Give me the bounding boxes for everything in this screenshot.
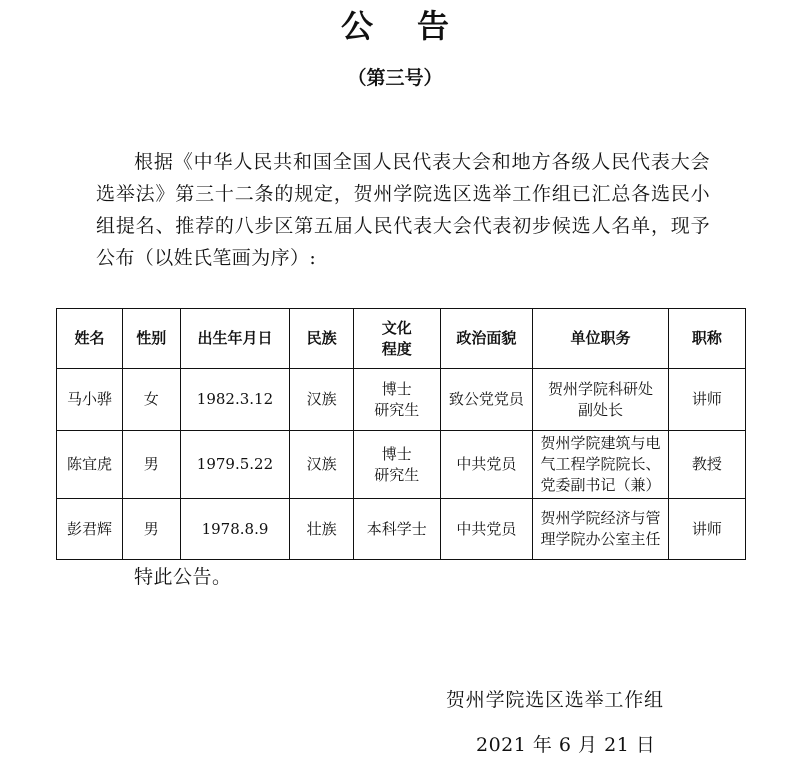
table-row [57, 369, 746, 431]
header-dob: 出生年月日 [180, 309, 290, 369]
cell-name: 陈宜虎 [57, 431, 123, 499]
header-name: 姓名 [57, 309, 123, 369]
cell-sex: 男 [123, 431, 180, 499]
header-sex: 性别 [123, 309, 180, 369]
notice-date: 2021 年 6 月 21 日 [476, 734, 656, 756]
cell-position [533, 499, 669, 560]
cell-education-line1: 博士 [381, 444, 412, 463]
notice-body: 根据《中华人民共和国全国人民代表大会和地方各级人民代表大会选举法》第三十二条的规定，贺州学院选区选举工作组已汇总各选民小组提名、推荐的八步区第五届人民代表大会代表初步候选人名单，现予公布（以姓氏笔画为序）: [96, 151, 710, 269]
cell-ethnicity: 汉族 [290, 369, 353, 431]
cell-dob: 1979.5.22 [180, 431, 290, 499]
cell-position [533, 369, 669, 431]
cell-position-line3: 党委副书记（兼） [540, 476, 661, 494]
closing-text: 特此公告。 [134, 566, 232, 588]
notice-title: 公告 [340, 7, 493, 45]
header-education-line2: 程度 [381, 339, 412, 358]
cell-title: 教授 [668, 431, 745, 499]
header-education [353, 309, 440, 369]
header-political: 政治面貌 [440, 309, 533, 369]
cell-political: 中共党员 [440, 431, 533, 499]
cell-name: 彭君辉 [57, 499, 123, 560]
cell-sex: 男 [123, 499, 180, 560]
cell-education-line2: 研究生 [374, 400, 420, 419]
cell-education [353, 499, 440, 560]
header-ethnicity: 民族 [290, 309, 353, 369]
cell-title: 讲师 [668, 369, 745, 431]
cell-political: 中共党员 [440, 499, 533, 560]
cell-position-line1: 贺州学院经济与管 [540, 509, 661, 527]
cell-position-line2: 气工程学院院长、 [540, 455, 661, 473]
cell-position-line2: 副处长 [577, 400, 623, 419]
header-education-line1: 文化 [381, 318, 412, 337]
cell-position-line1: 贺州学院科研处 [547, 379, 653, 398]
cell-dob: 1982.3.12 [180, 369, 290, 431]
table-row [57, 431, 746, 499]
cell-education [353, 369, 440, 431]
cell-education-line2: 研究生 [374, 465, 420, 484]
cell-position [533, 431, 669, 499]
cell-title: 讲师 [668, 499, 745, 560]
notice-number: （第三号） [347, 67, 443, 89]
cell-education-line1: 本科学士 [366, 519, 427, 538]
cell-ethnicity: 壮族 [290, 499, 353, 560]
header-position: 单位职务 [533, 309, 669, 369]
cell-education-line1: 博士 [381, 379, 412, 398]
candidate-table [56, 308, 746, 560]
table-row [57, 499, 746, 560]
cell-position-line2: 理学院办公室主任 [540, 530, 661, 548]
signature: 贺州学院选区选举工作组 [446, 689, 664, 711]
cell-position-line1: 贺州学院建筑与电 [540, 434, 661, 452]
cell-sex: 女 [123, 369, 180, 431]
cell-dob: 1978.8.9 [180, 499, 290, 560]
cell-education [353, 431, 440, 499]
table-header-row [57, 309, 746, 369]
cell-name: 马小骅 [57, 369, 123, 431]
header-title: 职称 [668, 309, 745, 369]
cell-ethnicity: 汉族 [290, 431, 353, 499]
cell-political: 致公党党员 [440, 369, 533, 431]
